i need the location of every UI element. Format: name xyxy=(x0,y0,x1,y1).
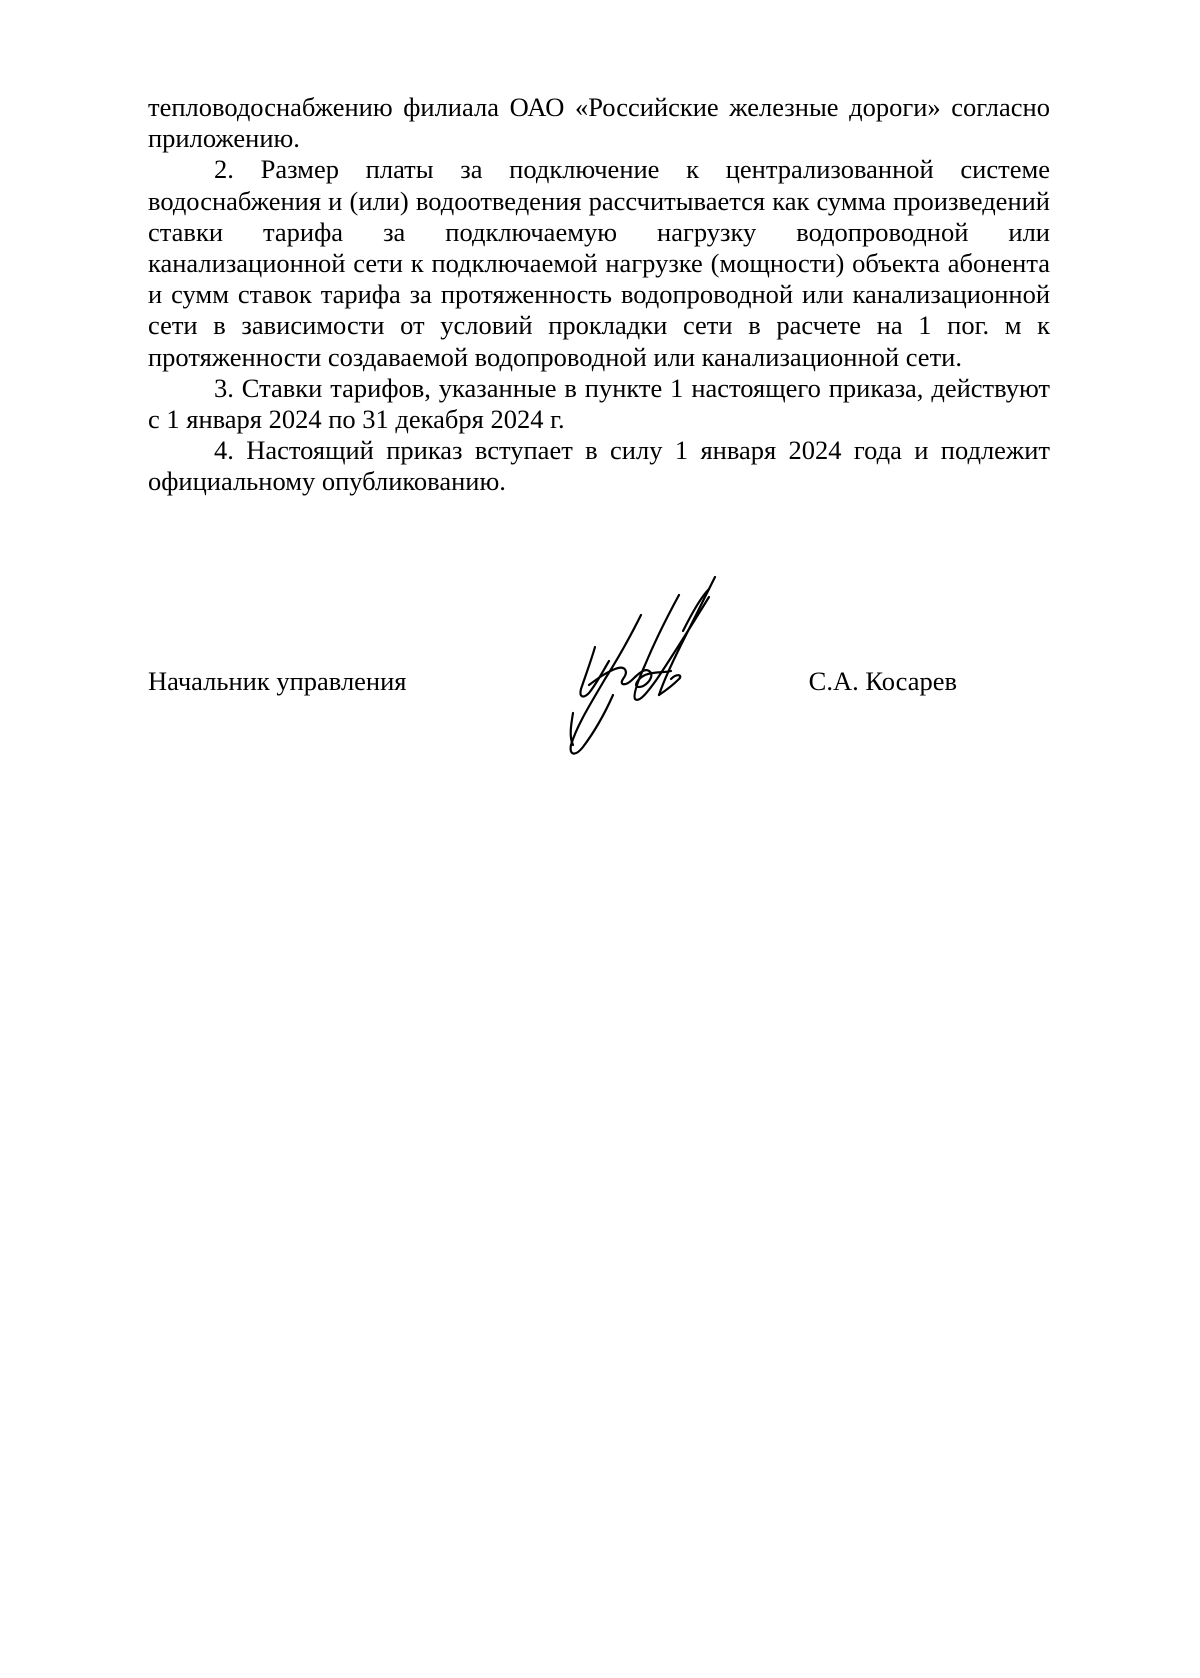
handwritten-signature-icon xyxy=(533,575,753,760)
signature-block xyxy=(148,575,1050,765)
paragraph-item-3: 3. Ставки тарифов, указанные в пункте 1 настоящего приказа, действуют с 1 января 2024 по 31 декабря 2024 г. xyxy=(148,372,1050,435)
signer-name: С.А. Косарев xyxy=(808,666,957,696)
paragraph-item-4: 4. Настоящий приказ вступает в силу 1 января 2024 года и подлежит официальному опубликованию. xyxy=(148,435,1050,497)
signer-position-title: Начальник управления xyxy=(148,666,407,696)
document-body xyxy=(148,92,1050,498)
paragraph-item-2: 2. Размер платы за подключение к централизованной системе водоснабжения и (или) водоотведения рассчитывается как сумма произведений ставки тарифа за подключаемую нагрузку водопроводной или канализационной сети к подключаемой нагрузке (мощности) объекта абонента и сумм ставок тарифа за протяженность водопроводной или канализационной сети в зависимости от условий прокладки сети в расчете на 1 пог. м к протяженности создаваемой водопроводной или канализационной сети. xyxy=(148,154,1050,372)
paragraph-1-continuation: тепловодоснабжению филиала ОАО «Российские железные дороги» согласно приложению. xyxy=(148,92,1050,154)
